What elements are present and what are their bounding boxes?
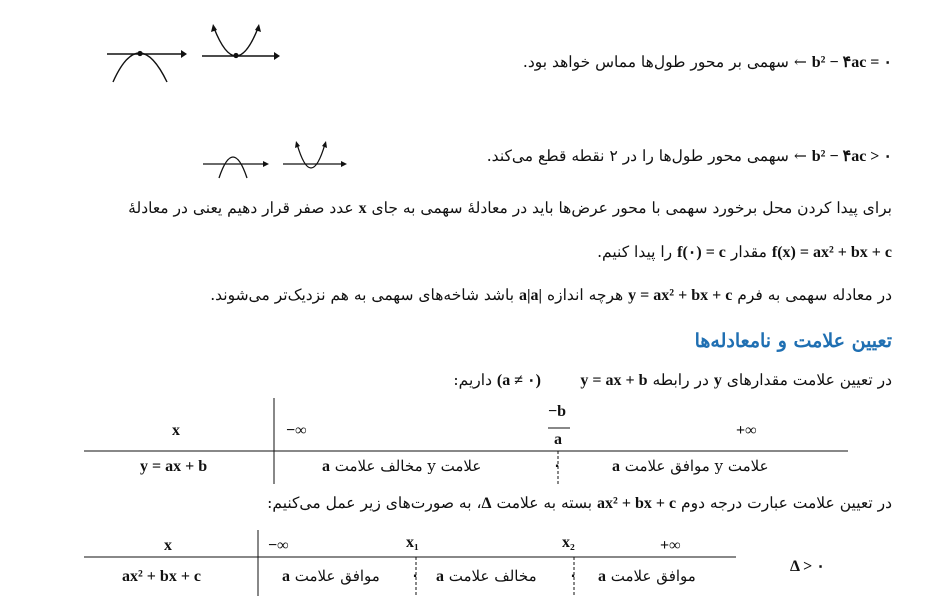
quadratic-header-x2: x₂: [562, 534, 575, 551]
linear-zero: ۰: [553, 456, 562, 474]
branches-text-mid: هرچه اندازه: [547, 286, 624, 304]
branches-abs-a: |a|: [527, 287, 543, 304]
quadratic-intro-formula: ax² + bx + c: [597, 495, 677, 512]
linear-header-pos-inf: +∞: [736, 422, 757, 439]
y-intercept-text-2: عدد صفر قرار دهیم یعنی در معادلهٔ: [128, 199, 354, 217]
linear-row-label: y = ax + b: [140, 458, 208, 475]
linear-header-x: x: [172, 422, 180, 439]
case-zero-formula: b² − ۴ac = ۰: [811, 54, 892, 71]
quadratic-header-pos-inf: +∞: [660, 537, 681, 554]
linear-root-numerator: −b: [548, 403, 567, 420]
y-intercept-var-x: x: [358, 200, 367, 217]
quadratic-seg1: [282, 567, 380, 586]
linear-root-denominator: a: [554, 431, 562, 448]
quadratic-seg2-a: a: [436, 568, 444, 585]
y-intercept-value: f(۰) = c: [677, 244, 726, 261]
quadratic-header-x1: x₁: [406, 534, 419, 551]
quadratic-intro-start: در تعیین علامت عبارت درجه دوم: [681, 494, 892, 512]
quadratic-seg3-a: a: [598, 568, 606, 585]
quadratic-seg3-text: موافق علامت: [610, 567, 696, 585]
linear-right-sign-a: a: [612, 458, 620, 475]
case-positive-arrow: ←: [793, 147, 807, 165]
quadratic-intro-mid: بسته به علامت: [496, 494, 593, 512]
quadratic-seg2: [436, 567, 537, 586]
linear-intro-formula: y = ax + b: [580, 372, 648, 389]
case-zero-text: سهمی بر محور طول‌ها مماس خواهد بود.: [522, 53, 789, 71]
linear-left-sign-a: a: [322, 458, 330, 475]
linear-intro-var: y: [713, 372, 722, 389]
quadratic-header-neg-inf: −∞: [268, 537, 289, 554]
quadratic-zero-2: ۰: [569, 566, 578, 584]
quadratic-zero-1: ۰: [411, 566, 420, 584]
linear-intro-end: داریم:: [453, 371, 492, 389]
quadratic-intro-end: ، به صورت‌های زیر عمل می‌کنیم:: [267, 494, 482, 512]
linear-right-sign-text: علامت y موافق علامت: [624, 457, 769, 475]
linear-left-sign-text: علامت y مخالف علامت: [334, 457, 482, 475]
y-intercept-end: را پیدا کنیم.: [597, 243, 673, 261]
quadratic-seg3: [598, 567, 696, 586]
quadratic-row-label: ax² + bx + c: [122, 568, 202, 585]
branches-text-end: باشد شاخه‌های سهمی به هم نزدیک‌تر می‌شوند.: [210, 286, 515, 304]
quadratic-seg1-a: a: [282, 568, 290, 585]
linear-intro-mid: در رابطه: [652, 371, 709, 389]
branches-a: a: [519, 287, 528, 304]
linear-intro-start: در تعیین علامت مقدارهای: [726, 371, 892, 389]
section-title: تعیین علامت و نامعادله‌ها: [694, 330, 892, 352]
quadratic-seg1-text: موافق علامت: [294, 567, 380, 585]
y-intercept-formula: f(x) = ax² + bx + c: [771, 244, 892, 261]
linear-intro-condition: (a ≠ ۰): [496, 372, 541, 389]
y-intercept-mid: مقدار: [730, 243, 767, 261]
branches-formula: y = ax² + bx + c: [628, 287, 733, 304]
y-intercept-text-1: برای پیدا کردن محل برخورد سهمی با محور عرض‌ها باید در معادلهٔ سهمی به جای: [371, 199, 892, 217]
branches-text-start: در معادله سهمی به فرم: [737, 286, 892, 304]
case-positive-text: سهمی محور طول‌ها را در ۲ نقطه قطع می‌کند.: [486, 147, 789, 165]
quadratic-intro-delta: Δ: [481, 495, 492, 512]
quadratic-case-label: Δ > ۰: [790, 558, 825, 575]
case-positive-formula: b² − ۴ac > ۰: [811, 148, 892, 165]
case-zero-arrow: ←: [793, 53, 807, 71]
quadratic-seg2-text: مخالف علامت: [448, 567, 537, 585]
linear-header-neg-inf: −∞: [286, 422, 307, 439]
quadratic-header-x: x: [164, 537, 172, 554]
